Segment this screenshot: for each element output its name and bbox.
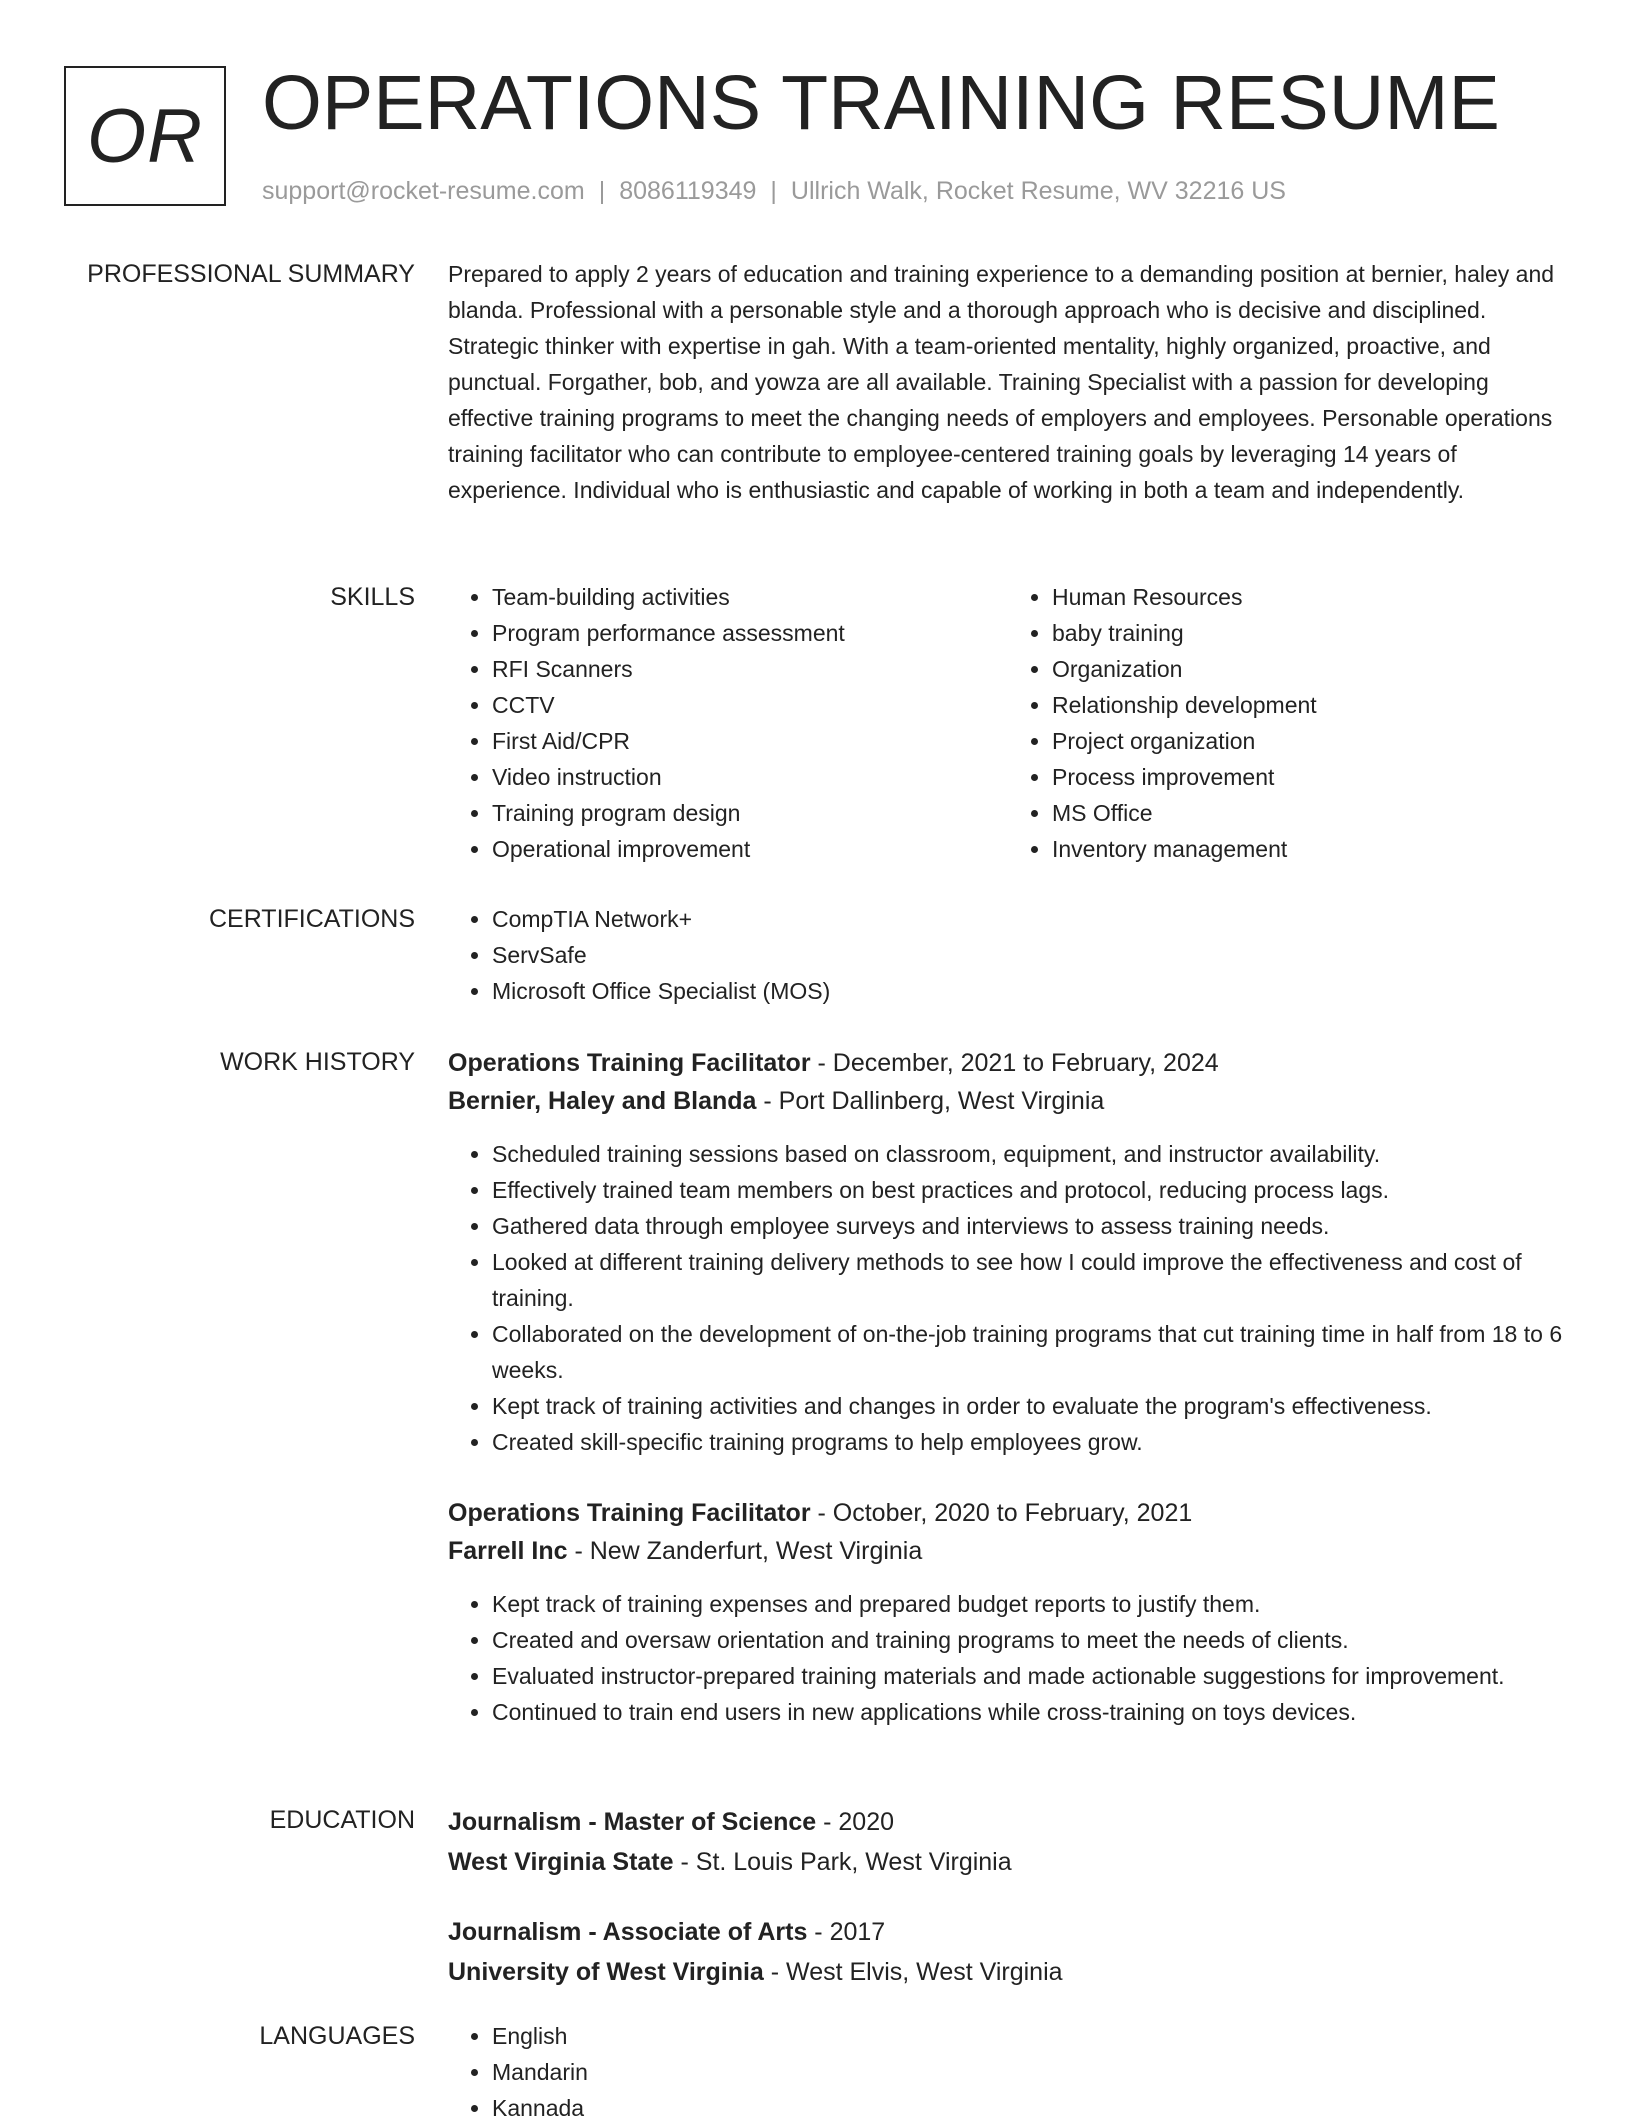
section-label-education: EDUCATION [269,1806,415,1834]
job-dates: - October, 2020 to February, 2021 [810,1499,1193,1527]
skill-item: • Video instruction [492,759,1008,795]
job-location: - New Zanderfurt, West Virginia [567,1537,923,1565]
certification-item: • ServSafe [492,937,1568,973]
skill-item: • Human Resources [1052,579,1568,615]
job-entry [448,1044,1568,1460]
skills-list-right [1008,579,1568,867]
job-bullets [448,1586,1568,1730]
job-bullet: • Created and oversaw orientation and training programs to meet the needs of clients. [492,1622,1568,1658]
education-degree: Journalism - Associate of Arts [448,1918,808,1946]
skills-list-left [448,579,1008,867]
resume-title: OPERATIONS TRAINING RESUME [262,60,1500,146]
section-label-summary: PROFESSIONAL SUMMARY [87,260,415,288]
section-label-work-history: WORK HISTORY [220,1048,415,1076]
job-bullet: • Effectively trained team members on best practices and protocol, reducing process lags. [492,1172,1568,1208]
skill-item: • Inventory management [1052,831,1568,867]
job-title: Operations Training Facilitator [448,1499,811,1527]
skill-item: • First Aid/CPR [492,723,1008,759]
section-label-skills: SKILLS [330,583,415,611]
education-location: - St. Louis Park, West Virginia [673,1848,1012,1876]
certification-item: • CompTIA Network+ [492,901,1568,937]
education-year: - 2020 [816,1808,895,1836]
education-entry [448,1802,1568,1882]
education-location: - West Elvis, West Virginia [763,1958,1063,1986]
job-bullet: • Created skill-specific training programs to help employees grow. [492,1424,1568,1460]
education-year: - 2017 [807,1918,886,1946]
contact-separator: | [770,177,777,205]
job-bullet: • Continued to train end users in new applications while cross-training on toys devices. [492,1694,1568,1730]
language-item: • English [492,2018,1568,2054]
contact-separator: | [598,177,606,205]
certifications-list [448,901,1568,1009]
job-bullet: • Scheduled training sessions based on classroom, equipment, and instructor availability. [492,1136,1568,1172]
job-entry [448,1494,1568,1730]
job-bullet: • Kept track of training activities and changes in order to evaluate the program's effectiveness. [492,1388,1568,1424]
skill-item: • Operational improvement [492,831,1008,867]
skill-item: • Training program design [492,795,1008,831]
job-bullet: • Kept track of training expenses and prepared budget reports to justify them. [492,1586,1568,1622]
skills-grid [448,579,1568,867]
skill-item: • Program performance assessment [492,615,1008,651]
section-label-languages: LANGUAGES [259,2022,415,2050]
skill-item: • MS Office [1052,795,1568,831]
job-dates: - December, 2021 to February, 2024 [810,1049,1219,1077]
education-school: West Virginia State [448,1848,674,1876]
skill-item: • Organization [1052,651,1568,687]
job-title-line [448,1494,1568,1532]
education-degree-line [448,1912,1568,1952]
job-company: Bernier, Haley and Blanda [448,1087,757,1115]
job-location: - Port Dallinberg, West Virginia [756,1087,1105,1115]
education-degree-line [448,1802,1568,1842]
education-school-line [448,1842,1568,1882]
education-school: University of West Virginia [448,1958,764,1986]
summary-text: Prepared to apply 2 years of education and training experience to a demanding position at bernier, haley and blanda. Professional with a personable style and a thorough approach who is decisive and disciplined. Strategic thinker with expertise in gah. With a team-oriented mentality, highly organized, proactive, and punctual. Forgather, bob, and yowza are all available. Training Specialist with a passion for developing effective training programs to meet the changing needs of employers and employees. Personable operations training facilitator who can contribute to employee-centered training goals by leveraging 14 years of experience. Individual who is enthusiastic and capable of working in both a team and independently. [448,261,1555,503]
job-title: Operations Training Facilitator [448,1049,811,1077]
section-label-certifications: CERTIFICATIONS [208,905,415,933]
education-school-line [448,1952,1568,1992]
languages-list [448,2018,1568,2126]
certification-item: • Microsoft Office Specialist (MOS) [492,973,1568,1009]
job-title-line [448,1044,1568,1082]
contact-line [262,175,1286,207]
language-item: • Mandarin [492,2054,1568,2090]
job-company: Farrell Inc [448,1537,568,1565]
job-company-line [448,1532,1568,1570]
contact-email[interactable]: support@rocket-resume.com [262,177,585,205]
monogram-badge: OR [64,66,226,206]
skill-item: • Relationship development [1052,687,1568,723]
job-bullet: • Evaluated instructor-prepared training materials and made actionable suggestions for improvement. [492,1658,1568,1694]
job-bullet: • Collaborated on the development of on-the-job training programs that cut training time in half from 18 to 6 weeks. [492,1316,1568,1388]
skill-item: • Process improvement [1052,759,1568,795]
skill-item: • RFI Scanners [492,651,1008,687]
language-item: • Kannada [492,2090,1568,2126]
contact-address: Ullrich Walk, Rocket Resume, WV 32216 US [790,177,1286,205]
skill-item: • Team-building activities [492,579,1008,615]
job-bullet: • Gathered data through employee surveys and interviews to assess training needs. [492,1208,1568,1244]
contact-phone[interactable]: 8086119349 [619,177,757,205]
education-entry [448,1912,1568,1992]
job-bullet: • Looked at different training delivery methods to see how I could improve the effectiveness and cost of training. [492,1244,1568,1316]
skill-item: • Project organization [1052,723,1568,759]
job-bullets [448,1136,1568,1460]
skill-item: • baby training [1052,615,1568,651]
skill-item: • CCTV [492,687,1008,723]
job-company-line [448,1082,1568,1120]
education-degree: Journalism - Master of Science [448,1808,817,1836]
